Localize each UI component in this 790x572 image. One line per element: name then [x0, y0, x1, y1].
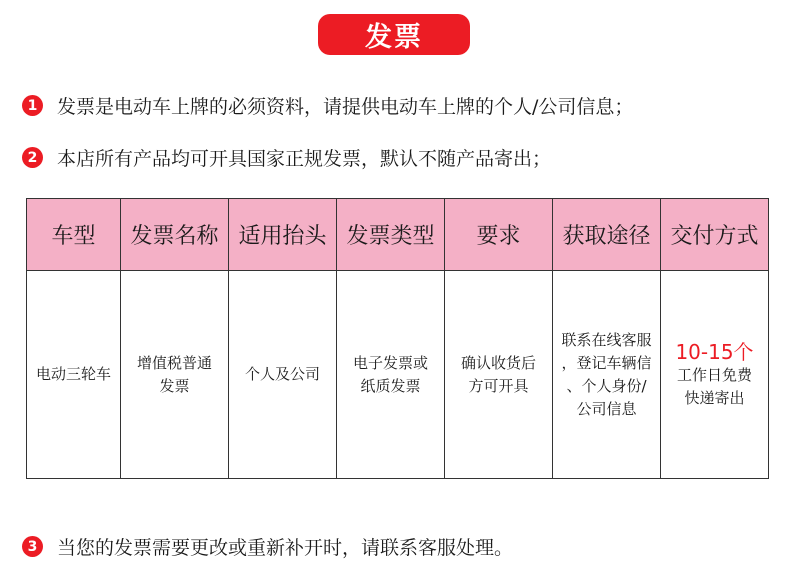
- note-1-text: 发票是电动车上牌的必须资料，请提供电动车上牌的个人/公司信息；: [57, 96, 634, 118]
- number-badge-3: 3: [22, 536, 43, 557]
- cell-invoice-name-text: 增值税普通 发票: [136, 353, 212, 395]
- cell-channel-text: 联系在线客服 ，登记车辆信 、个人身份/ 公司信息: [561, 330, 652, 418]
- header-invoice-type: 发票类型: [337, 199, 445, 271]
- header-delivery: 交付方式: [661, 199, 769, 271]
- cell-invoice-name: [121, 271, 229, 479]
- note-2: [22, 144, 551, 171]
- header-title-applicable: 适用抬头: [229, 199, 337, 271]
- header-requirement: 要求: [445, 199, 553, 271]
- note-2-text: 本店所有产品均可开具国家正规发票，默认不随产品寄出；: [57, 148, 552, 170]
- page-title: 发票: [318, 14, 470, 55]
- delivery-rest-text: 工作日免费 快递寄出: [676, 365, 752, 407]
- cell-invoice-type: [337, 271, 445, 479]
- cell-channel: [553, 271, 661, 479]
- header-invoice-name: 发票名称: [121, 199, 229, 271]
- header-vehicle: 车型: [27, 199, 121, 271]
- note-3: [22, 533, 513, 560]
- note-3-text: 当您的发票需要更改或重新补开时，请联系客服处理。: [57, 537, 514, 559]
- cell-invoice-type-text: 电子发票或 纸质发票: [352, 353, 428, 395]
- cell-requirement-text: 确认收货后 方可开具: [460, 353, 536, 395]
- note-1: [22, 92, 633, 119]
- cell-vehicle: [27, 271, 121, 479]
- table-row: [27, 271, 769, 479]
- cell-delivery: [661, 271, 769, 479]
- cell-title-applicable: [229, 271, 337, 479]
- table-header-row: [27, 199, 769, 271]
- number-badge-2: 2: [22, 147, 43, 168]
- cell-title-applicable-text: 个人及公司: [244, 365, 320, 383]
- cell-vehicle-text: 电动三轮车: [35, 365, 111, 383]
- invoice-table: [26, 198, 769, 479]
- cell-requirement: [445, 271, 553, 479]
- header-channel: 获取途径: [553, 199, 661, 271]
- delivery-days-text: 10-15个: [675, 339, 754, 364]
- number-badge-1: 1: [22, 95, 43, 116]
